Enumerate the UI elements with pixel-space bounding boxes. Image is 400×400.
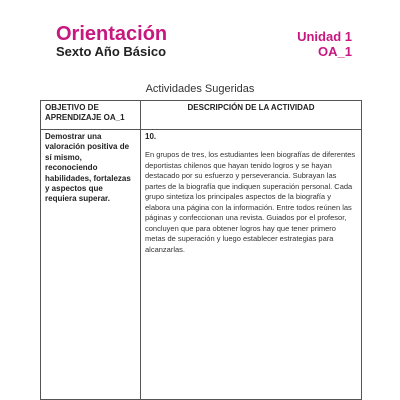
unit-label: Unidad 1 bbox=[297, 29, 352, 44]
table-row bbox=[41, 130, 362, 400]
section-heading: Actividades Sugeridas bbox=[145, 83, 255, 95]
objective-text: Demostrar una valoración positiva de sí mismo, reconociendo habilidades, fortalezas y aspectos que requiera superar. bbox=[45, 132, 131, 204]
description-cell bbox=[141, 130, 362, 400]
objective-column-header: OBJETIVO DE APRENDIZAJE OA_1 bbox=[41, 101, 141, 130]
grade-level: Sexto Año Básico bbox=[56, 44, 167, 59]
activity-number: 10. bbox=[145, 132, 157, 141]
activity-description: En grupos de tres, los estudiantes leen biografías de diferentes deportistas chilenos que hayan tenido logros y se hayan destacado por su esfuerzo y perseverancia. Subrayan las partes de la biografía que indiquen superación personal. Cada grupo sintetiza los principales aspectos de la biografía y elabora una página con la información. Entre todos reúnen las páginas y confeccionan una revista. Guiados por el profesor, concluyen que para obtener logros hay que tener primero metas de superación y luego establecer estrategias para alcanzarlas. bbox=[145, 150, 356, 254]
document-title: Orientación bbox=[56, 23, 168, 45]
oa-code: OA_1 bbox=[318, 44, 352, 59]
objective-cell bbox=[41, 130, 141, 400]
description-column-header: DESCRIPCIÓN DE LA ACTIVIDAD bbox=[141, 101, 362, 130]
activity-table bbox=[40, 100, 362, 400]
table-header-row bbox=[41, 101, 362, 130]
